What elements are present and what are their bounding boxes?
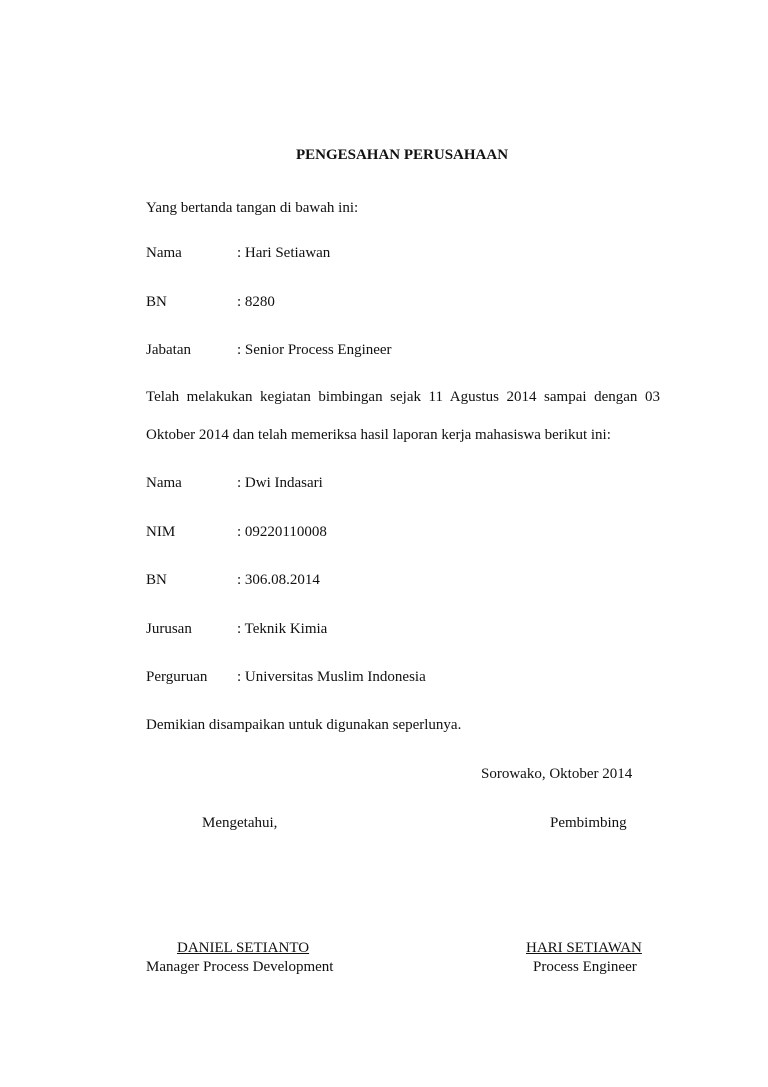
right-signatory-name: HARI SETIAWAN — [526, 940, 642, 956]
student-major-label: Jurusan — [146, 621, 192, 637]
supervisor-name-label: Nama — [146, 245, 182, 261]
statement-line-2: Oktober 2014 dan telah memeriksa hasil laporan kerja mahasiswa berikut ini: — [146, 427, 611, 443]
student-nim-label: NIM — [146, 524, 176, 540]
intro-text: Yang bertanda tangan di bawah ini: — [146, 200, 359, 216]
supervisor-position-value: : Senior Process Engineer — [237, 342, 392, 358]
left-signature-role: Mengetahui, — [202, 815, 278, 831]
place-date: Sorowako, Oktober 2014 — [481, 766, 633, 782]
student-bn-value: : 306.08.2014 — [237, 572, 320, 588]
right-signature-role: Pembimbing — [550, 815, 627, 831]
student-name-label: Nama — [146, 475, 182, 491]
right-signatory-position: Process Engineer — [533, 959, 637, 975]
supervisor-bn-value: : 8280 — [237, 294, 275, 310]
supervisor-bn-label: BN — [146, 294, 167, 310]
left-signatory-name: DANIEL SETIANTO — [177, 940, 310, 956]
student-university-value: : Universitas Muslim Indonesia — [237, 669, 426, 685]
left-signatory-position: Manager Process Development — [146, 959, 334, 975]
student-university-label: Perguruan — [146, 669, 208, 685]
student-nim-value: : 09220110008 — [237, 524, 327, 540]
document-title: PENGESAHAN PERUSAHAAN — [295, 147, 509, 163]
student-major-value: : Teknik Kimia — [237, 621, 328, 637]
student-bn-label: BN — [146, 572, 167, 588]
supervisor-name-value: : Hari Setiawan — [237, 245, 331, 261]
student-name-value: : Dwi Indasari — [237, 475, 323, 491]
closing-text: Demikian disampaikan untuk digunakan seperlunya. — [146, 717, 462, 733]
statement-line-1: Telah melakukan kegiatan bimbingan sejak 11 Agustus 2014 sampai dengan 03 — [146, 389, 660, 405]
supervisor-position-label: Jabatan — [146, 342, 191, 358]
